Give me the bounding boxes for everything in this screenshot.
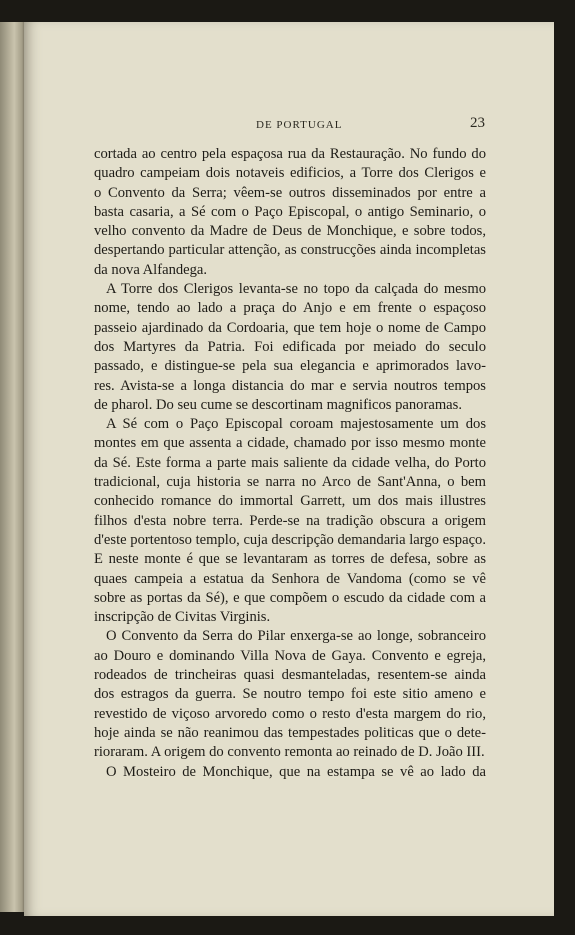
- text-line: hoje ainda se não reanimou das tempestades politicas que o dete-: [94, 724, 486, 741]
- text-line: basta casaria, a Sé com o Paço Episcopal, o antigo Seminario, o: [94, 203, 486, 220]
- text-line: rioraram. A origem do convento remonta ao reinado de D. João III.: [94, 744, 485, 761]
- text-line: dos Martyres da Patria. Foi edificada por meiado do seculo: [94, 338, 486, 355]
- text-line: revestido de viçoso arvoredo como o resto d'esta margem do rio,: [94, 705, 486, 722]
- text-line: quadro campeiam dois notaveis edificios, a Torre dos Clerigos e: [94, 165, 486, 182]
- text-line: res. Avista-se a longa distancia do mar e servia noutros tempos: [94, 377, 486, 394]
- page-number: 23: [470, 115, 485, 131]
- text-line: de pharol. Do seu cume se descortinam magnificos panoramas.: [94, 396, 462, 413]
- text-line: rodeados de trincheiras quasi desmanteladas, resentem-se ainda: [94, 667, 486, 684]
- text-line: velho convento da Madre de Deus de Monchique, e sobre todos,: [94, 223, 486, 240]
- paragraph: [94, 415, 486, 627]
- text-line: A Sé com o Paço Episcopal coroam majestosamente um dos: [106, 416, 486, 433]
- text-line: cortada ao centro pela espaçosa rua da Restauração. No fundo do: [94, 146, 486, 162]
- body-text: [94, 145, 486, 782]
- previous-page-edge: [0, 22, 26, 912]
- text-line: montes em que assenta a cidade, chamado por isso mesmo monte: [94, 435, 486, 452]
- text-line: A Torre dos Clerigos levanta-se no topo da calçada do mesmo: [106, 281, 486, 298]
- text-line: quaes campeia a estatua da Senhora de Vandoma (como se vê: [94, 570, 486, 587]
- text-line: O Mosteiro de Monchique, que na estampa se vê ao lado da: [106, 763, 486, 780]
- running-head: DE PORTUGAL: [256, 119, 343, 131]
- paragraph: [94, 280, 486, 415]
- text-line: ao Douro e dominando Villa Nova de Gaya. Convento e egreja,: [94, 647, 486, 664]
- text-line: d'este portentoso templo, cuja descripção demandaria largo espaço.: [94, 531, 486, 548]
- text-line: passeio ajardinado da Cordoaria, que tem hoje o nome de Campo: [94, 319, 486, 336]
- text-line: conhecido romance do immortal Garrett, um dos mais illustres: [94, 493, 486, 510]
- text-line: dos estragos da guerra. Se noutro tempo foi este sitio ameno e: [94, 686, 486, 703]
- text-line: tradicional, cuja historia se narra no Arco de Sant'Anna, o bem: [94, 474, 486, 491]
- text-line: da nova Alfandega.: [94, 261, 208, 278]
- paragraph: [94, 763, 486, 782]
- text-line: O Convento da Serra do Pilar enxerga-se ao longe, sobranceiro: [106, 628, 486, 645]
- paragraph: [94, 627, 486, 762]
- text-line: nome, tendo ao lado a praça do Anjo e em frente o espaçoso: [94, 300, 486, 317]
- text-line: despertando particular attenção, as construcções ainda incompletas: [94, 242, 486, 259]
- text-line: da Sé. Este forma a parte mais saliente da cidade velha, do Porto: [94, 454, 486, 471]
- text-line: inscripção de Civitas Virginis.: [94, 609, 271, 626]
- text-line: E neste monte é que se levantaram as torres de defesa, sobre as: [94, 551, 486, 568]
- text-line: o Convento da Serra; vêem-se outros disseminados por entre a: [94, 184, 486, 201]
- text-line: sobre as portas da Sé), e que compõem o escudo da cidade com a: [94, 589, 486, 606]
- text-line: filhos d'esta nobre terra. Perde-se na tradição obscura a origem: [94, 512, 486, 529]
- text-line: passado, e distingue-se pela sua elegancia e aprimorados lavo-: [94, 358, 486, 375]
- paragraph: [94, 145, 486, 280]
